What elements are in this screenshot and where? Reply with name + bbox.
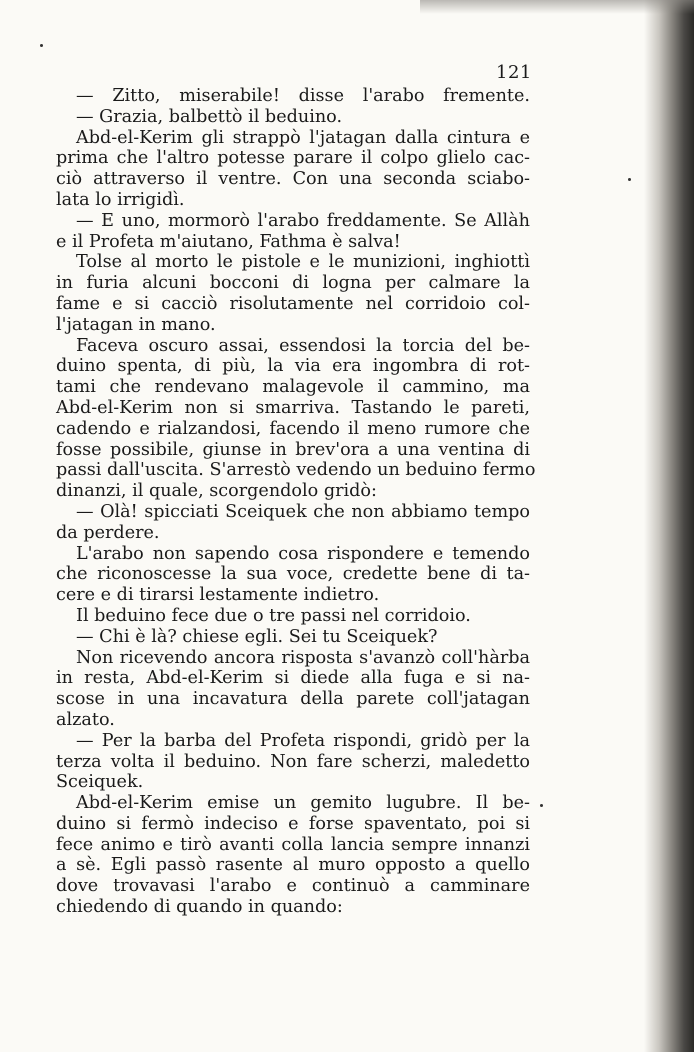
text-line: ciò attraverso il ventre. Con una seconda sciabo-: [56, 169, 530, 190]
text-line: Abd-el-Kerim gli strappò l'jatagan dalla cintura e: [76, 127, 530, 148]
text-line: fosse possibile, giunse in brev'ora a una ventina di: [56, 439, 530, 460]
text-line: prima che l'altro potesse parare il colpo glielo cac-: [56, 148, 530, 169]
text-line: dinanzi, il quale, scorgendolo gridò:: [56, 481, 377, 502]
text-line: duino spenta, di più, la via era ingombra di rot-: [56, 356, 530, 377]
text-line: e il Profeta m'aiutano, Fathma è salva!: [56, 231, 401, 252]
scan-speck: [628, 178, 631, 181]
text-line: lata lo irrigidì.: [56, 189, 185, 210]
text-line: Non ricevendo ancora risposta s'avanzò coll'hàrba: [76, 647, 530, 668]
text-line: terza volta il beduino. Non fare scherzi, maledetto: [56, 751, 530, 772]
text-line: Faceva oscuro assai, essendosi la torcia del be-: [76, 335, 530, 356]
scan-speck: [540, 804, 543, 807]
text-line: Il beduino fece due o tre passi nel corridoio.: [76, 605, 471, 626]
text-line: — Per la barba del Profeta rispondi, gridò per la: [76, 730, 530, 751]
text-line: a sè. Egli passò rasente al muro opposto a quello: [56, 855, 530, 876]
text-line: fece animo e tirò avanti colla lancia sempre innanzi: [56, 834, 530, 855]
scan-speck: [40, 44, 43, 47]
page-number: 121: [496, 62, 532, 83]
text-line: Sceiquek.: [56, 772, 144, 793]
text-line: in resta, Abd-el-Kerim si diede alla fuga e si na-: [56, 668, 530, 689]
text-line: chiedendo di quando in quando:: [56, 897, 343, 918]
text-line: — E uno, mormorò l'arabo freddamente. Se Allàh: [76, 210, 530, 231]
text-line: da perdere.: [56, 522, 160, 543]
text-line: fame e si cacciò risolutamente nel corridoio col-: [56, 293, 530, 314]
text-line: dove trovavasi l'arabo e continuò a camminare: [56, 876, 530, 897]
text-line: Abd-el-Kerim emise un gemito lugubre. Il be-: [76, 793, 530, 814]
text-line: tami che rendevano malagevole il cammino, ma: [56, 377, 530, 398]
body-text: [56, 86, 536, 918]
text-line: L'arabo non sapendo cosa rispondere e temendo: [76, 543, 530, 564]
text-line: — Olà! spicciati Sceiquek che non abbiamo tempo: [76, 501, 530, 522]
scanned-top-shadow: [420, 0, 694, 14]
text-line: cadendo e rialzandosi, facendo il meno rumore che: [56, 418, 530, 439]
text-line: — Zitto, miserabile! disse l'arabo fremente.: [76, 86, 530, 106]
text-line: — Chi è là? chiese egli. Sei tu Sceiquek?: [76, 626, 438, 647]
text-line: cere e di tirarsi lestamente indietro.: [56, 585, 380, 606]
text-line: duino si fermò indeciso e forse spaventato, poi si: [56, 813, 530, 834]
text-line: l'jatagan in mano.: [56, 314, 216, 335]
text-line: alzato.: [56, 709, 115, 730]
text-line: passi dall'uscita. S'arrestò vedendo un beduino fermo: [56, 460, 536, 481]
text-line: — Grazia, balbettò il beduino.: [76, 106, 343, 127]
text-line: scose in una incavatura della parete coll'jatagan: [56, 689, 530, 710]
scanned-page-edge: [644, 0, 694, 1052]
text-line: in furia alcuni bocconi di logna per calmare la: [56, 273, 530, 294]
text-line: Abd-el-Kerim non si smarriva. Tastando le pareti,: [56, 397, 530, 418]
text-line: Tolse al morto le pistole e le munizioni, inghiottì: [76, 252, 530, 273]
text-line: che riconoscesse la sua voce, credette bene di ta-: [56, 564, 530, 585]
